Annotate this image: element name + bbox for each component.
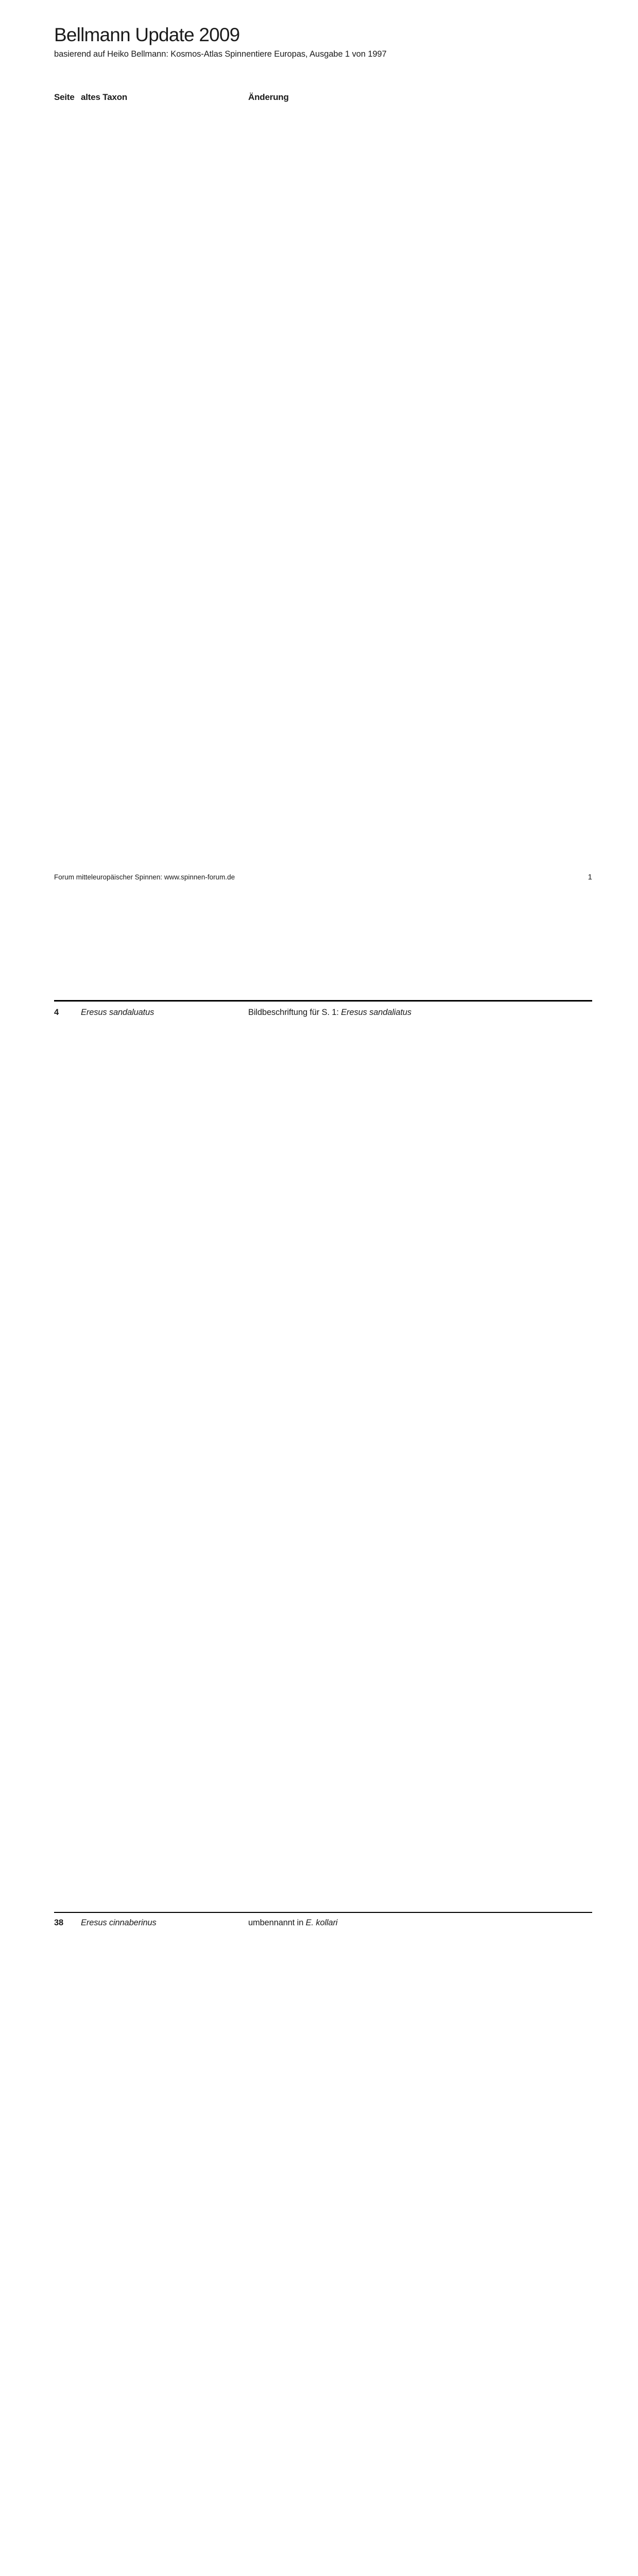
table-row	[54, 1912, 592, 2576]
footer-page-number: 1	[588, 873, 592, 882]
change-cell: umbennannt in E. kollari	[248, 1918, 338, 1927]
page-subtitle: basierend auf Heiko Bellmann: Kosmos-Atlas Spinnentiere Europas, Ausgabe 1 von 1997	[54, 49, 387, 59]
page-number-cell: 4	[54, 1006, 81, 1909]
change-cell: Bildbeschriftung für S. 1: Eresus sandaliatus	[248, 1008, 412, 1017]
page-number-cell: 38	[54, 1916, 81, 2576]
column-header-altes-taxon: altes Taxon	[81, 92, 128, 102]
old-taxon-cell: Eresus cinnaberinus	[81, 1918, 157, 1927]
old-taxon-cell: Eresus sandaluatus	[81, 1008, 154, 1017]
footer-source-text: Forum mitteleuropäischer Spinnen: www.spinnen-forum.de	[54, 873, 235, 881]
column-header-seite: Seite	[54, 92, 81, 995]
page-title: Bellmann Update 2009	[54, 24, 240, 45]
table-row	[54, 1002, 592, 1912]
page-footer	[54, 873, 592, 882]
table-header-row	[54, 92, 592, 1002]
table-body	[54, 1002, 592, 2576]
column-header-aenderung: Änderung	[248, 92, 289, 102]
update-table	[54, 92, 592, 2576]
row-divider	[54, 1912, 592, 1913]
